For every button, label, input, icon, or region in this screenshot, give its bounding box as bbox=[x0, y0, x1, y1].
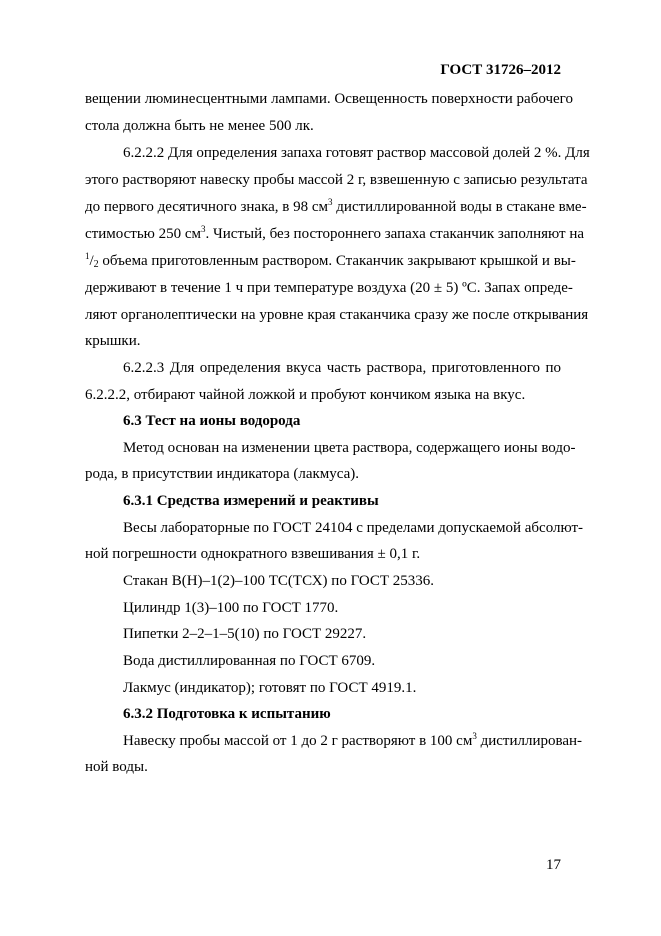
section-heading: 6.3 Тест на ионы водорода bbox=[123, 413, 301, 429]
document-header: ГОСТ 31726–2012 bbox=[440, 62, 561, 78]
fraction-numerator: 1 bbox=[85, 251, 90, 261]
text-fragment: объема приготовленным раствором. Стаканчик закрывают крышкой и вы- bbox=[98, 253, 576, 269]
text-line: Лакмус (индикатор); готовят по ГОСТ 4919.1. bbox=[123, 680, 417, 696]
text-line bbox=[123, 731, 583, 750]
text-fragment: . Чистый, без постороннего запаха стаканчик заполняют на bbox=[205, 226, 585, 242]
superscript: 3 bbox=[472, 731, 477, 741]
text-line: Цилиндр 1(3)–100 по ГОСТ 1770. bbox=[123, 600, 339, 616]
section-heading: 6.3.2 Подготовка к испытанию bbox=[123, 706, 331, 722]
text-line: Вода дистиллированная по ГОСТ 6709. bbox=[123, 653, 376, 669]
text-line: рода, в присутствии индикатора (лакмуса). bbox=[85, 466, 360, 482]
text-fragment: дистиллированной воды в стакане вме- bbox=[332, 199, 587, 215]
text-line bbox=[85, 197, 587, 216]
superscript: 3 bbox=[328, 197, 333, 207]
text-line bbox=[85, 224, 585, 243]
text-line: 6.2.2.2 Для определения запаха готовят раствор массовой долей 2 %. Для bbox=[123, 145, 590, 161]
page-number: 17 bbox=[546, 857, 561, 873]
text-line: Весы лабораторные по ГОСТ 24104 с пределами допускаемой абсолют- bbox=[123, 520, 584, 536]
text-line: вещении люминесцентными лампами. Освещенность поверхности рабочего bbox=[85, 91, 573, 107]
text-line: крышки. bbox=[85, 333, 141, 349]
text-line: Стакан В(Н)–1(2)–100 ТС(ТСХ) по ГОСТ 25336. bbox=[123, 573, 435, 589]
text-line bbox=[85, 251, 576, 270]
fraction-denominator: 2 bbox=[93, 259, 99, 270]
text-line: ной погрешности однократного взвешивания ± 0,1 г. bbox=[85, 546, 421, 562]
text-line: ной воды. bbox=[85, 759, 148, 775]
text-fragment: до первого десятичного знака, в 98 см bbox=[85, 199, 329, 215]
text-fragment: дистиллирован- bbox=[476, 733, 583, 749]
section-heading: 6.3.1 Средства измерений и реактивы bbox=[123, 493, 379, 509]
text-line: стола должна быть не менее 500 лк. bbox=[85, 118, 314, 134]
text-fragment: Навеску пробы массой от 1 до 2 г растворяют в 100 см bbox=[123, 733, 473, 749]
text-fragment: стимостью 250 см bbox=[85, 226, 202, 242]
text-line: 6.2.2.2, отбирают чайной ложкой и пробуют кончиком языка на вкус. bbox=[85, 387, 526, 403]
text-line: держивают в течение 1 ч при температуре воздуха (20 ± 5) ºС. Запах опреде- bbox=[85, 280, 573, 296]
text-line: 6.2.2.3 Для определения вкуса часть раствора, приготовленного по bbox=[123, 360, 561, 376]
text-line: ляют органолептически на уровне края стаканчика сразу же после открывания bbox=[85, 307, 589, 323]
text-line: этого растворяют навеску пробы массой 2 г, взвешенную с записью результата bbox=[85, 172, 588, 188]
text-line: Метод основан на изменении цвета раствора, содержащего ионы водо- bbox=[123, 440, 576, 456]
fraction-slash: / bbox=[89, 253, 94, 269]
text-line: Пипетки 2–2–1–5(10) по ГОСТ 29227. bbox=[123, 626, 367, 642]
superscript: 3 bbox=[201, 224, 206, 234]
